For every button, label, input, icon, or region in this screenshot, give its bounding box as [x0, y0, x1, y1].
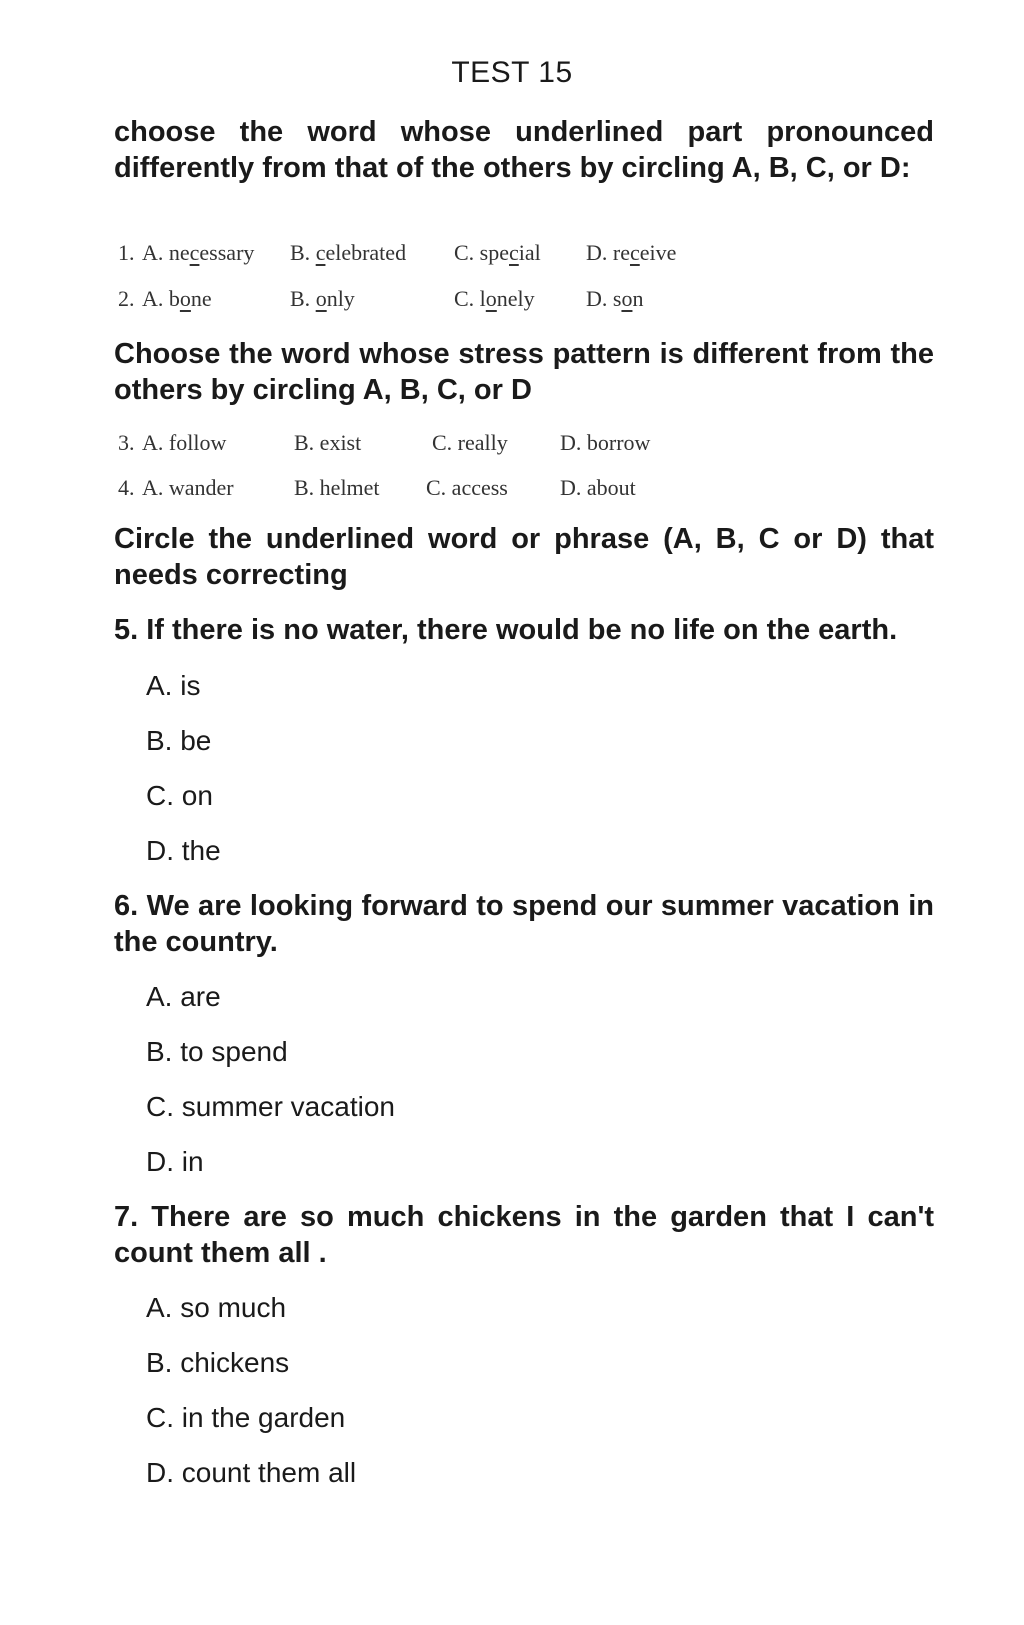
section1-instruction: choose the word whose underlined part pronounced differently from that of the others by circling A, B, C, or D: [114, 116, 934, 184]
q4-option-c[interactable]: C. access [426, 475, 508, 500]
page-title: TEST 15 [451, 56, 573, 89]
section2-instruction: Choose the word whose stress pattern is different from the others by circling A, B, C, or D [114, 338, 934, 406]
q2-option-d[interactable]: D. son [586, 286, 644, 311]
q1-option-c[interactable]: C. special [454, 240, 541, 265]
q2-option-a[interactable]: A. bone [142, 286, 212, 311]
q1-option-d[interactable]: D. receive [586, 240, 677, 265]
q3-option-a[interactable]: A. follow [142, 430, 227, 455]
underlined-part: o [315, 286, 327, 311]
question-3-number: 3. [118, 430, 135, 455]
q4-option-a[interactable]: A. wander [142, 475, 234, 500]
underlined-part: o [179, 286, 191, 311]
q4-option-d[interactable]: D. about [560, 475, 636, 500]
underlined-part: c [629, 240, 640, 265]
q1-option-a[interactable]: A. necessary [142, 240, 255, 265]
q5-option-c[interactable]: C. on [146, 780, 213, 811]
q6-option-d[interactable]: D. in [146, 1146, 204, 1177]
underlined-part: c [315, 240, 326, 265]
question-1-number: 1. [118, 240, 135, 265]
underlined-part: o [485, 286, 497, 311]
q3-option-c[interactable]: C. really [432, 430, 508, 455]
q2-option-c[interactable]: C. lonely [454, 286, 535, 311]
underlined-part: c [509, 240, 519, 265]
q7-option-b[interactable]: B. chickens [146, 1347, 290, 1378]
q7-option-d[interactable]: D. count them all [146, 1457, 357, 1488]
q3-option-b[interactable]: B. exist [294, 430, 362, 455]
q2-option-b[interactable]: B. only [290, 286, 355, 311]
q4-option-b[interactable]: B. helmet [294, 475, 380, 500]
q7-option-a[interactable]: A. so much [146, 1292, 287, 1323]
q5-option-b[interactable]: B. be [146, 725, 212, 756]
q6-option-b[interactable]: B. to spend [146, 1036, 288, 1067]
underlined-part: c [189, 240, 200, 265]
underlined-part: o [621, 286, 633, 311]
q3-option-d[interactable]: D. borrow [560, 430, 651, 455]
question-6-text: 6. We are looking forward to spend our summer vacation in the country. [114, 890, 934, 958]
q7-option-c[interactable]: C. in the garden [146, 1402, 346, 1433]
q5-option-d[interactable]: D. the [146, 835, 221, 866]
question-4-number: 4. [118, 475, 135, 500]
q1-option-b[interactable]: B. celebrated [290, 240, 407, 265]
q6-option-a[interactable]: A. are [146, 981, 221, 1012]
q5-option-a[interactable]: A. is [146, 670, 201, 701]
question-5-text: 5. If there is no water, there would be no life on the earth. [114, 614, 898, 646]
q6-option-c[interactable]: C. summer vacation [146, 1091, 395, 1122]
question-7-text: 7. There are so much chickens in the garden that I can't count them all . [114, 1201, 934, 1269]
question-2-number: 2. [118, 286, 135, 311]
section3-instruction: Circle the underlined word or phrase (A, B, C or D) that needs correcting [114, 523, 934, 591]
